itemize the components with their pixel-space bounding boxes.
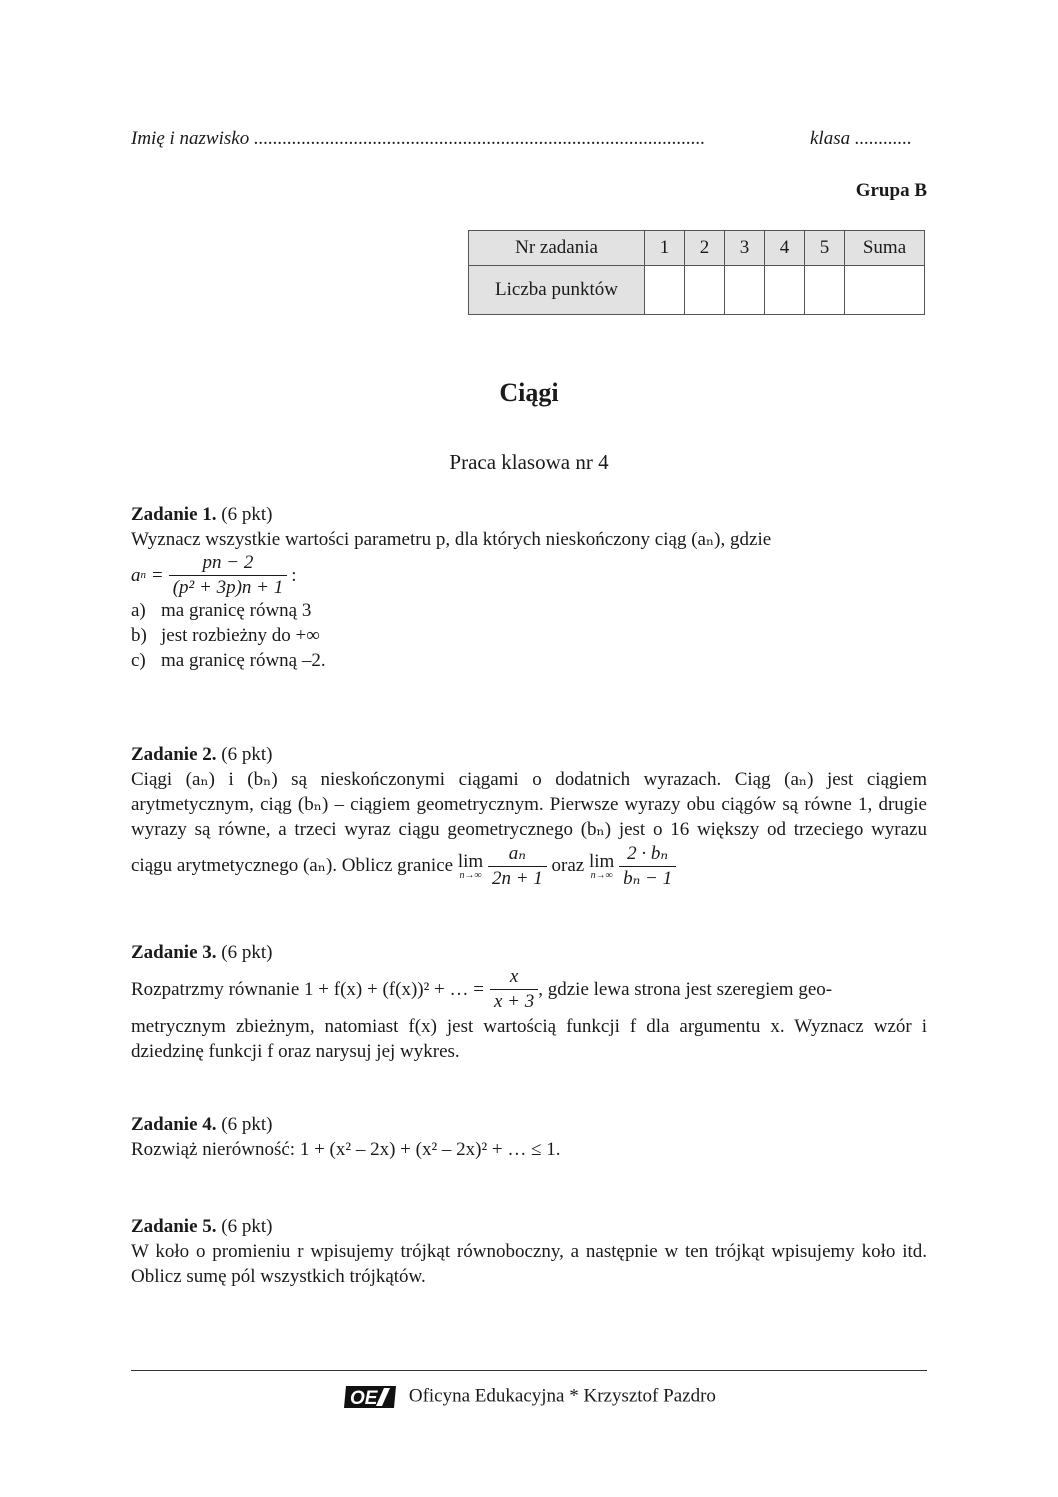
row-label-points: Liczba punktów: [469, 266, 645, 315]
task-3-equation: Rozpatrzmy równanie 1 + f(x) + (f(x))² + … = $\frac{x}{x + 3}$ , gdzie lewa strona jest szeregiem geo-: [131, 966, 833, 1012]
table-row-points: [469, 266, 925, 315]
name-field-label: Imię i nazwisko ...............................................................................................: [131, 128, 706, 149]
task-4-heading: [131, 1112, 927, 1137]
task-5: [131, 1214, 927, 1289]
table-row-task-numbers: [469, 231, 925, 266]
column-task-5: 5: [805, 231, 845, 266]
page-subtitle: Praca klasowa nr 4: [449, 450, 609, 474]
svg-text:OE: OE: [350, 1388, 378, 1409]
list-item: b) jest rozbieżny do +∞: [131, 625, 320, 646]
limit-1-fraction: $\frac{\text{aₙ}}{2n + 1}$: [488, 842, 547, 891]
points-cell-2: [685, 266, 725, 315]
column-task-1: 1: [645, 231, 685, 266]
points-cell-4: [765, 266, 805, 315]
task-2-title: Zadanie 2.: [131, 744, 217, 765]
task-2-points: (6 pkt): [221, 744, 273, 765]
limit-2-fraction: $\frac{\text{2 · bₙ}}{\text{bₙ − 1}}$: [619, 842, 676, 891]
points-cell-1: [645, 266, 685, 315]
task-5-points: (6 pkt): [221, 1216, 273, 1237]
class-field-label: klasa ............: [810, 128, 912, 149]
limit-1: lim n→∞: [457, 850, 484, 881]
task-4-title: Zadanie 4.: [131, 1114, 217, 1135]
footer-divider: [131, 1370, 927, 1371]
task-1-points: (6 pkt): [221, 504, 273, 525]
limit-2: lim n→∞: [588, 850, 615, 881]
formula-denominator: (p² + 3p)n + 1: [172, 576, 284, 598]
task-5-title: Zadanie 5.: [131, 1216, 217, 1237]
formula-fraction: [169, 551, 288, 600]
points-cell-5: [805, 266, 845, 315]
task-2-text: Ciągi (aₙ) i (bₙ) są nieskończonymi ciągami o dodatnich wyrazach. Ciąg (aₙ) jest ciągiem arytmetycznym, ciąg (bₙ) – ciągiem geometrycznym. Pierwsze wyrazy obu ciągów są równe 1, drugie wyrazy są równe, a trzeci wyraz ciągu geometrycznego (bₙ) jest o 16 większy od trzeciego wyrazu ciągu arytmetycznego (aₙ). Oblicz granice lim n→∞ $\frac{\text{aₙ}}{2n + 1}$ oraz lim n→∞ $\frac{\text{2 · bₙ}}{\text{bₙ − 1}}$: [131, 769, 927, 889]
task-3: [131, 940, 927, 1064]
task-1: [131, 502, 927, 673]
group-label: Grupa B: [855, 180, 927, 201]
footer: [0, 1384, 1058, 1410]
task-1-options: [131, 598, 927, 673]
column-sum: Suma: [845, 231, 925, 266]
task-2-heading: [131, 742, 927, 767]
formula-lhs-subscript: n: [140, 568, 146, 581]
page-title: Ciągi: [499, 378, 559, 407]
formula-lhs: a: [131, 564, 141, 586]
task-3-text: metrycznym zbieżnym, natomiast f(x) jest wartością funkcji f dla argumentu x. Wyznacz wzór i dziedzinę funkcji f oraz narysuj jej wykres.: [131, 1016, 927, 1062]
points-cell-sum: [845, 266, 925, 315]
list-item: a) ma granicę równą 3: [131, 600, 312, 621]
list-item: c) ma granicę równą –2.: [131, 650, 326, 671]
task-5-heading: [131, 1214, 927, 1239]
column-task-4: 4: [765, 231, 805, 266]
task-1-title: Zadanie 1.: [131, 504, 217, 525]
row-label-task-number: Nr zadania: [469, 231, 645, 266]
task-1-heading: [131, 502, 927, 527]
task-3-points: (6 pkt): [221, 942, 273, 963]
formula-numerator: pn − 2: [169, 551, 288, 576]
task-4-points: (6 pkt): [221, 1114, 273, 1135]
column-task-2: 2: [685, 231, 725, 266]
points-table: [468, 230, 925, 315]
publisher-name: Oficyna Edukacyjna * Krzysztof Pazdro: [408, 1385, 716, 1407]
task-2: [131, 742, 927, 891]
task-4: [131, 1112, 927, 1162]
task-1-formula: a n = $\frac{pn - 2}{\text{(p² + 3p)n + 1}}$ :: [131, 551, 297, 598]
points-cell-3: [725, 266, 765, 315]
task-1-text: Wyznacz wszystkie wartości parametru p, dla których nieskończony ciąg (aₙ), gdzie: [131, 529, 772, 550]
column-task-3: 3: [725, 231, 765, 266]
publisher-logo: [342, 1384, 398, 1410]
task-5-text: W koło o promieniu r wpisujemy trójkąt równoboczny, a następnie w ten trójkąt wpisujemy koło itd. Oblicz sumę pól wszystkich trójkątów.: [131, 1241, 927, 1287]
task-3-title: Zadanie 3.: [131, 942, 217, 963]
conjunction: oraz: [551, 854, 585, 876]
task-3-fraction: $\frac{x}{x + 3}$: [490, 965, 538, 1014]
task-3-heading: [131, 940, 927, 965]
task-4-text: Rozwiąż nierówność: 1 + (x² – 2x) + (x² – 2x)² + … ≤ 1.: [131, 1139, 561, 1160]
